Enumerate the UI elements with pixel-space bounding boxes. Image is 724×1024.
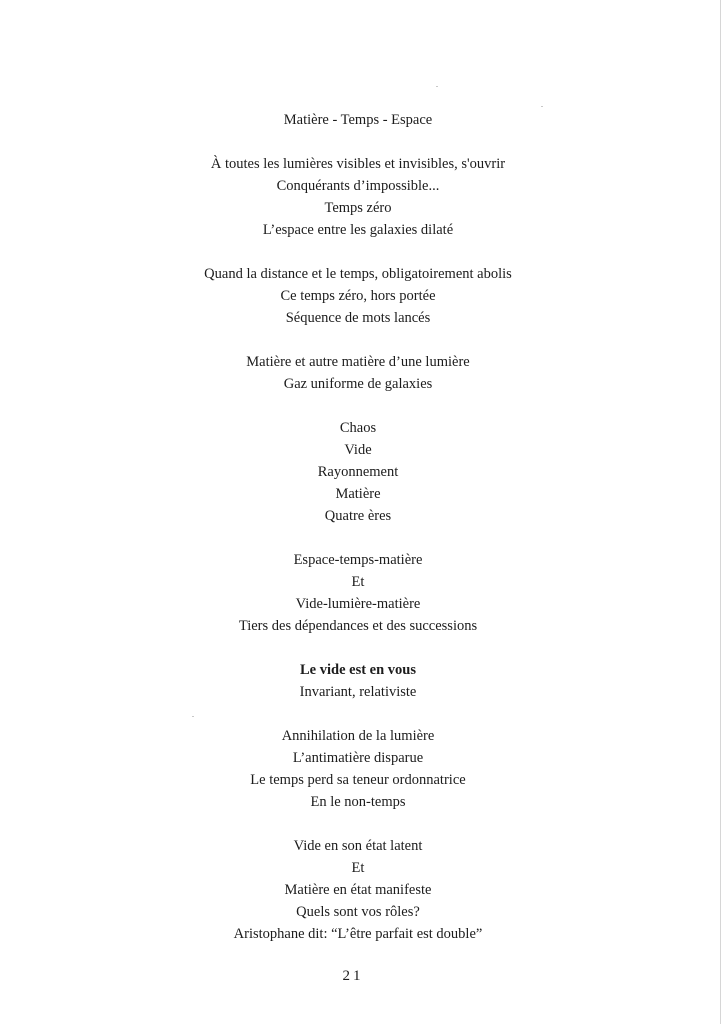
poem-line: Espace-temps-matière	[293, 552, 423, 568]
poem-line: Et	[351, 574, 365, 590]
poem-line: Chaos	[339, 420, 377, 436]
poem-line: Annihilation de la lumière	[281, 728, 435, 744]
poem-line: Le temps perd sa teneur ordonnatrice	[250, 772, 466, 788]
poem-line: Vide en son état latent	[293, 838, 423, 854]
stanza-7	[0, 725, 716, 813]
stanza-5	[0, 549, 716, 637]
poem-line: Quels sont vos rôles?	[296, 904, 420, 920]
poem-line: Vide-lumière-matière	[295, 596, 421, 612]
poem-line: Séquence de mots lancés	[285, 310, 431, 326]
poem-line: Tiers des dépendances et des successions	[238, 618, 478, 634]
poem	[0, 109, 716, 945]
poem-line: Ce temps zéro, hors portée	[280, 288, 436, 304]
poem-line: Aristophane dit: “L’être parfait est double”	[233, 926, 483, 942]
poem-line: Rayonnement	[317, 464, 399, 480]
scan-speck	[541, 106, 543, 107]
stanza-8	[0, 835, 716, 945]
poem-line: Invariant, relativiste	[299, 684, 417, 700]
stanza-6	[0, 659, 716, 703]
poem-title: Matière - Temps - Espace	[283, 112, 433, 128]
poem-line: Et	[351, 860, 365, 876]
stanza-2	[0, 263, 716, 329]
poem-line: Vide	[344, 442, 372, 458]
poem-line-emphasis: Le vide est en vous	[300, 662, 416, 678]
poem-title-block	[0, 109, 716, 131]
poem-line: Gaz uniforme de galaxies	[283, 376, 433, 392]
poem-line: Quatre ères	[324, 508, 392, 524]
poem-line: En le non-temps	[310, 794, 406, 810]
stanza-3	[0, 351, 716, 395]
scan-speck	[436, 86, 438, 87]
poem-line: Matière et autre matière d’une lumière	[246, 354, 470, 370]
poem-line: L’antimatière disparue	[292, 750, 424, 766]
poem-line: L’espace entre les galaxies dilaté	[262, 222, 454, 238]
poem-line: Matière en état manifeste	[284, 882, 432, 898]
stanza-4	[0, 417, 716, 527]
poem-line: Temps zéro	[324, 200, 392, 216]
poem-line: Quand la distance et le temps, obligatoirement abolis	[204, 266, 512, 282]
poem-line: À toutes les lumières visibles et invisibles, s'ouvrir	[210, 156, 506, 172]
poem-line: Matière	[335, 486, 381, 502]
page-number: 21	[342, 968, 364, 984]
poem-line: Conquérants d’impossible...	[276, 178, 440, 194]
page-edge-shadow	[720, 0, 721, 1024]
stanza-1	[0, 153, 716, 241]
